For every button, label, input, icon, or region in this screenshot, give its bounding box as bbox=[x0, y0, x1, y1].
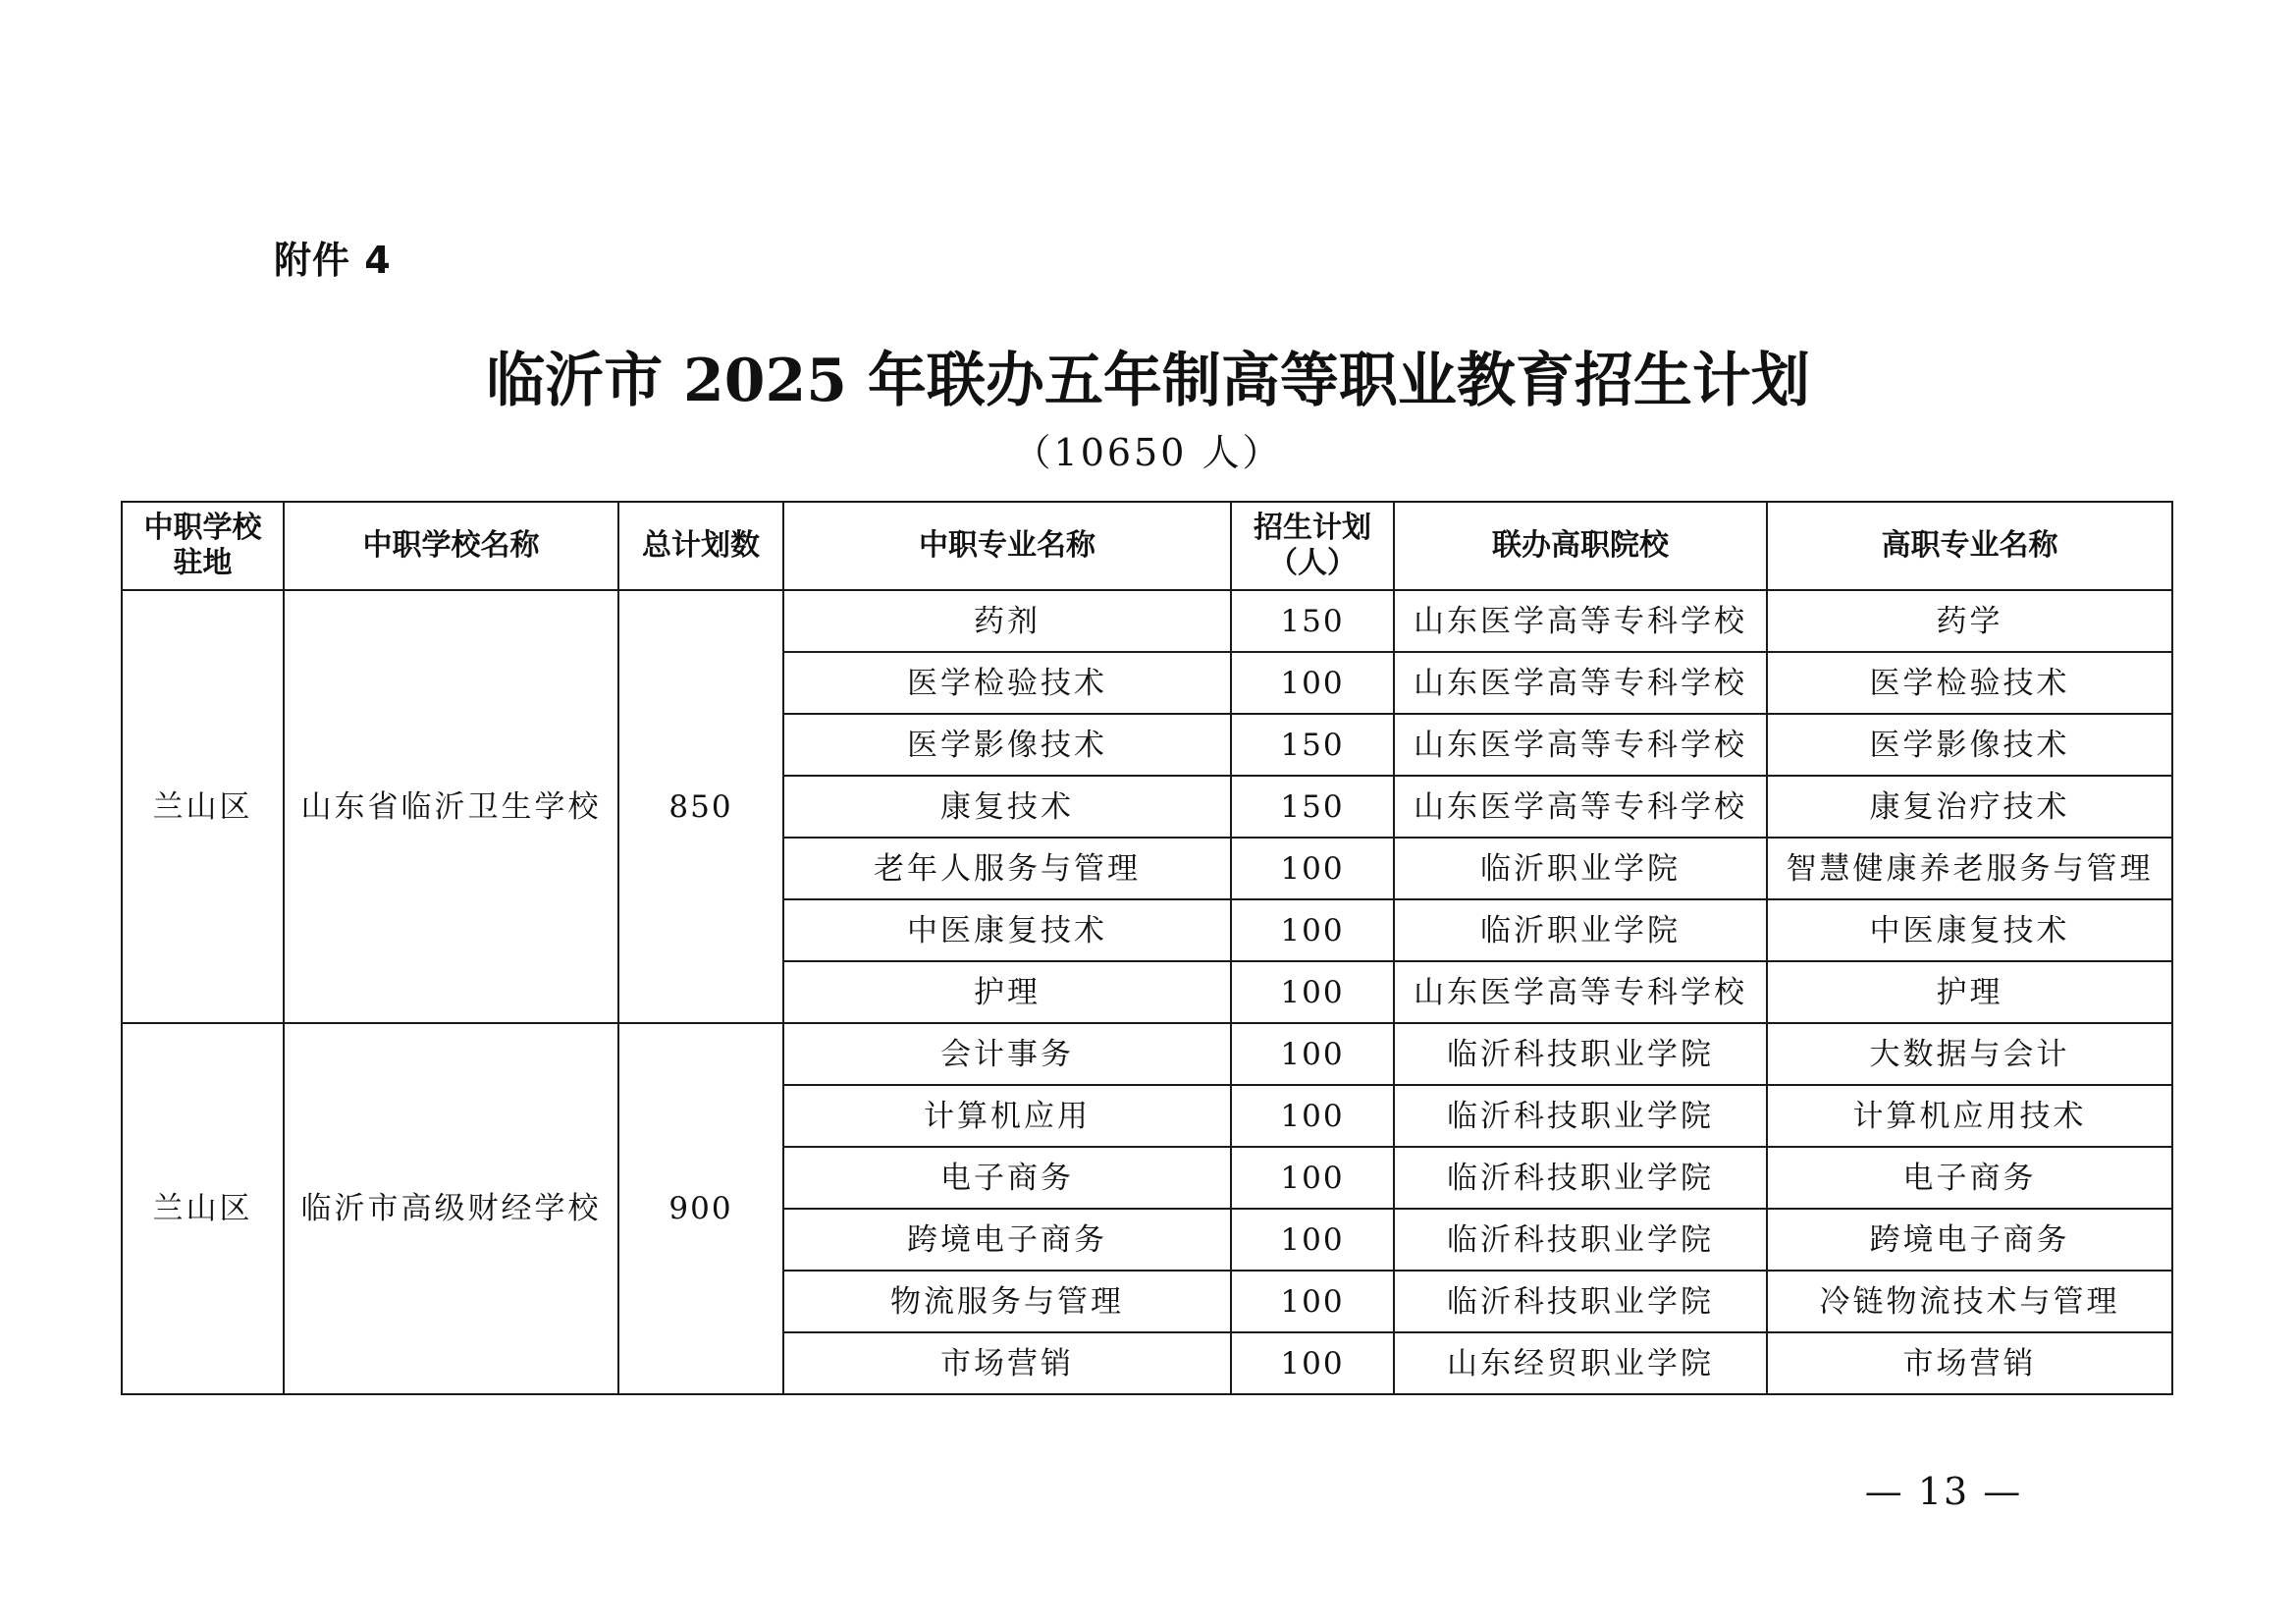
partner-college-cell: 山东经贸职业学院 bbox=[1394, 1332, 1767, 1394]
partner-college-cell: 山东医学高等专科学校 bbox=[1394, 776, 1767, 838]
higher-major-cell: 计算机应用技术 bbox=[1767, 1085, 2172, 1147]
school-name-cell: 临沂市高级财经学校 bbox=[284, 1023, 618, 1394]
partner-college-cell: 临沂科技职业学院 bbox=[1394, 1147, 1767, 1209]
enrollment-plan-table bbox=[121, 501, 2173, 1395]
higher-major-cell: 药学 bbox=[1767, 590, 2172, 652]
enrollment-plan-cell: 100 bbox=[1231, 1085, 1394, 1147]
attachment-label: 附件 4 bbox=[274, 239, 392, 282]
enrollment-plan-cell: 100 bbox=[1231, 1271, 1394, 1332]
secondary-major-cell: 中医康复技术 bbox=[783, 899, 1231, 961]
enrollment-plan-cell: 100 bbox=[1231, 1332, 1394, 1394]
table-header bbox=[122, 502, 2172, 590]
secondary-major-cell: 物流服务与管理 bbox=[783, 1271, 1231, 1332]
secondary-major-cell: 康复技术 bbox=[783, 776, 1231, 838]
header-school-location bbox=[122, 502, 284, 590]
enrollment-plan-cell: 100 bbox=[1231, 1023, 1394, 1085]
higher-major-cell: 跨境电子商务 bbox=[1767, 1209, 2172, 1271]
higher-major-cell: 医学检验技术 bbox=[1767, 652, 2172, 714]
partner-college-cell: 山东医学高等专科学校 bbox=[1394, 590, 1767, 652]
header-total-plan: 总计划数 bbox=[618, 502, 783, 590]
header-enrollment-plan-line1: 招生计划 bbox=[1254, 511, 1371, 545]
header-school-location-line1: 中职学校 bbox=[143, 511, 262, 545]
higher-major-cell: 市场营销 bbox=[1767, 1332, 2172, 1394]
enrollment-plan-cell: 150 bbox=[1231, 776, 1394, 838]
partner-college-cell: 临沂科技职业学院 bbox=[1394, 1085, 1767, 1147]
total-plan-cell: 900 bbox=[618, 1023, 783, 1394]
header-school-name: 中职学校名称 bbox=[284, 502, 618, 590]
page-number: — 13 — bbox=[1864, 1470, 2023, 1513]
secondary-major-cell: 老年人服务与管理 bbox=[783, 838, 1231, 899]
table-body bbox=[122, 590, 2172, 1394]
higher-major-cell: 护理 bbox=[1767, 961, 2172, 1023]
header-enrollment-plan bbox=[1231, 502, 1394, 590]
total-count-subtitle: （10650 人） bbox=[1013, 431, 1283, 474]
partner-college-cell: 山东医学高等专科学校 bbox=[1394, 961, 1767, 1023]
header-partner-college: 联办高职院校 bbox=[1394, 502, 1767, 590]
enrollment-plan-cell: 100 bbox=[1231, 899, 1394, 961]
enrollment-plan-cell: 150 bbox=[1231, 714, 1394, 776]
secondary-major-cell: 医学影像技术 bbox=[783, 714, 1231, 776]
partner-college-cell: 临沂职业学院 bbox=[1394, 838, 1767, 899]
school-location-cell: 兰山区 bbox=[122, 1023, 284, 1394]
secondary-major-cell: 电子商务 bbox=[783, 1147, 1231, 1209]
secondary-major-cell: 医学检验技术 bbox=[783, 652, 1231, 714]
secondary-major-cell: 市场营销 bbox=[783, 1332, 1231, 1394]
partner-college-cell: 临沂科技职业学院 bbox=[1394, 1271, 1767, 1332]
header-secondary-major: 中职专业名称 bbox=[783, 502, 1231, 590]
school-location-cell: 兰山区 bbox=[122, 590, 284, 1023]
enrollment-plan-cell: 150 bbox=[1231, 590, 1394, 652]
header-row bbox=[122, 502, 2172, 590]
header-enrollment-plan-line2: （人） bbox=[1268, 546, 1357, 580]
header-school-location-line2: 驻地 bbox=[173, 546, 233, 580]
higher-major-cell: 医学影像技术 bbox=[1767, 714, 2172, 776]
total-plan-cell: 850 bbox=[618, 590, 783, 1023]
table-row bbox=[122, 590, 2172, 652]
partner-college-cell: 临沂科技职业学院 bbox=[1394, 1209, 1767, 1271]
partner-college-cell: 山东医学高等专科学校 bbox=[1394, 652, 1767, 714]
higher-major-cell: 冷链物流技术与管理 bbox=[1767, 1271, 2172, 1332]
document-title: 临沂市 2025 年联办五年制高等职业教育招生计划 bbox=[486, 347, 1810, 415]
partner-college-cell: 临沂职业学院 bbox=[1394, 899, 1767, 961]
enrollment-plan-cell: 100 bbox=[1231, 652, 1394, 714]
secondary-major-cell: 护理 bbox=[783, 961, 1231, 1023]
higher-major-cell: 智慧健康养老服务与管理 bbox=[1767, 838, 2172, 899]
enrollment-plan-cell: 100 bbox=[1231, 838, 1394, 899]
school-name-cell: 山东省临沂卫生学校 bbox=[284, 590, 618, 1023]
enrollment-plan-cell: 100 bbox=[1231, 1147, 1394, 1209]
enrollment-plan-cell: 100 bbox=[1231, 961, 1394, 1023]
secondary-major-cell: 跨境电子商务 bbox=[783, 1209, 1231, 1271]
partner-college-cell: 山东医学高等专科学校 bbox=[1394, 714, 1767, 776]
higher-major-cell: 中医康复技术 bbox=[1767, 899, 2172, 961]
higher-major-cell: 康复治疗技术 bbox=[1767, 776, 2172, 838]
secondary-major-cell: 会计事务 bbox=[783, 1023, 1231, 1085]
higher-major-cell: 大数据与会计 bbox=[1767, 1023, 2172, 1085]
secondary-major-cell: 药剂 bbox=[783, 590, 1231, 652]
higher-major-cell: 电子商务 bbox=[1767, 1147, 2172, 1209]
secondary-major-cell: 计算机应用 bbox=[783, 1085, 1231, 1147]
partner-college-cell: 临沂科技职业学院 bbox=[1394, 1023, 1767, 1085]
enrollment-plan-cell: 100 bbox=[1231, 1209, 1394, 1271]
header-higher-major: 高职专业名称 bbox=[1767, 502, 2172, 590]
table-row bbox=[122, 1023, 2172, 1085]
